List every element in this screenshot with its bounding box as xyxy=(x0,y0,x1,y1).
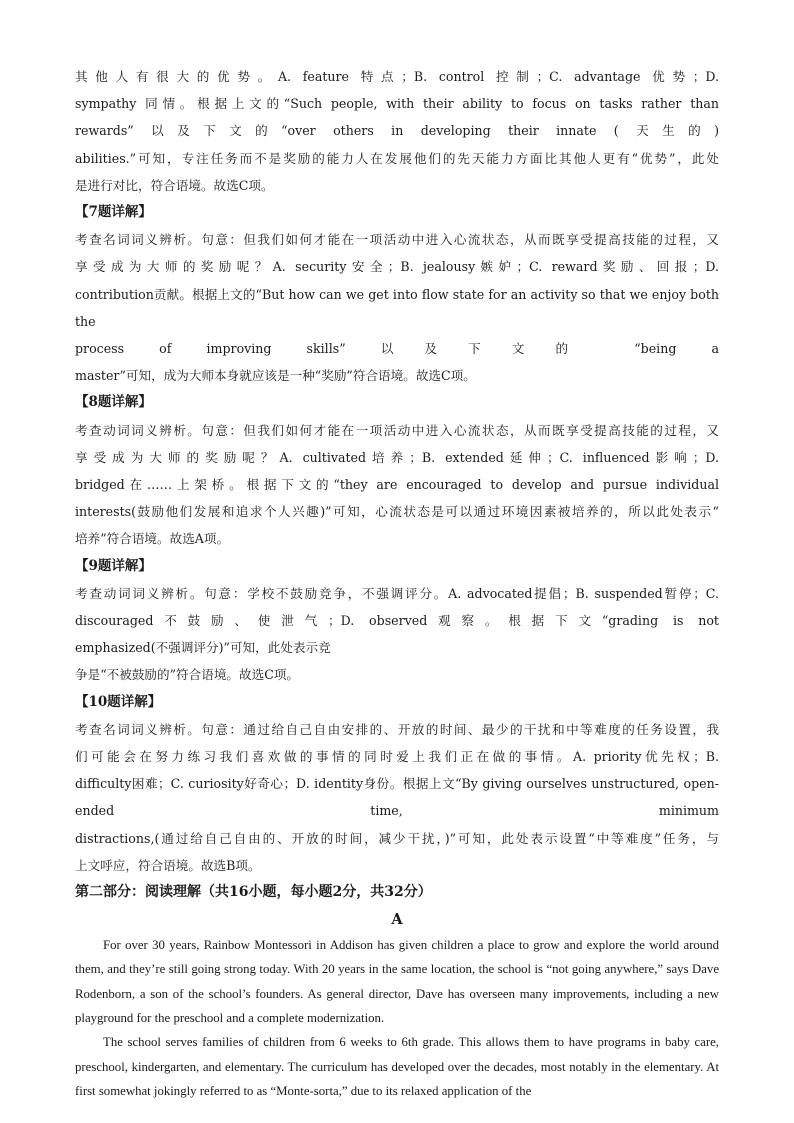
text-line: 享受成为大师的奖励呢？A. security安全；B. jealousy嫉妒；C. reward奖励、回报；D. xyxy=(75,259,719,275)
q6-explanation-tail xyxy=(75,63,719,199)
text-line: distractions,(通过给自己自由的、开放的时间，减少干扰，)”可知，此处表示设置“中等难度”任务，与 xyxy=(75,830,719,846)
text-line: 考查名词词义辨析。句意：通过给自己自由安排的、开放的时间、最少的干扰和中等难度的任务设置，我 xyxy=(75,721,719,737)
text-line: master”可知，成为大师本身就应该是一种“奖励”符合语境。故选C项。 xyxy=(75,368,476,384)
passage-paragraph: For over 30 years, Rainbow Montessori in Addison has given children a place to grow and explore the world around them, and they’re still going strong today. With 20 years in the same location, the school is “not going anywhere,” says Dave Rodenborn, a son of the school’s founders. As general director, Dave has overseen many improvements, including a new playground for the preschool and a complete modernization. xyxy=(75,938,719,1025)
passage-letter: A xyxy=(391,911,403,929)
text-line: difficulty困难；C. curiosity好奇心；D. identity身份。根据上文“By giving ourselves unstructured, open- xyxy=(75,776,719,792)
text-line: discouraged不鼓励、使泄气；D. observed观察。根据下文“grading is not xyxy=(75,613,719,629)
text-line: contribution贡献。根据上文的“But how can we get into flow state for an activity so that we enjoy both the xyxy=(75,286,719,329)
text-line: 其他人有很大的优势。A. feature 特点；B. control 控制；C. advantage 优势；D. xyxy=(75,69,719,84)
text-line: emphasized(不强调评分)”可知，此处表示竞 xyxy=(75,640,331,656)
text-line: bridged在……上架桥。根据下文的“they are encouraged to develop and pursue individual xyxy=(75,477,719,493)
text-line: sympathy 同情。根据上文的“Such people, with their ability to focus on tasks rather than xyxy=(75,96,719,112)
text-line: 享受成为大师的奖励呢？A. cultivated培养；B. extended延伸；C. influenced影响；D. xyxy=(75,449,719,465)
text-line: 们可能会在努力练习我们喜欢做的事情的同时爱上我们正在做的事情。A. priority优先权；B. xyxy=(75,749,719,765)
text-line: 是进行对比，符合语境。故选C项。 xyxy=(75,177,274,193)
text-line: 考查动词词义辨析。句意：学校不鼓励竞争，不强调评分。A. advocated提倡；B. suspended暂停；C. xyxy=(75,585,719,601)
text-line: 上文呼应，符合语境。故选B项。 xyxy=(75,857,261,873)
text-line: 考查动词词义辨析。句意：但我们如何才能在一项活动中进入心流状态，从而既享受提高技能的过程，又 xyxy=(75,422,719,438)
section-heading: 【7题详解】 xyxy=(75,204,152,221)
text-line: interests(鼓励他们发展和追求个人兴趣)”可知，心流状态是可以通过环境因素被培养的，所以此处表示“ xyxy=(75,504,719,520)
text-line: abilities.”可知，专注任务而不是奖励的能力人在发展他们的先天能力方面比其他人更有“优势”，此处 xyxy=(75,150,719,166)
section-heading: 【10题详解】 xyxy=(75,693,162,710)
section-heading: 【8题详解】 xyxy=(75,394,152,411)
passage-paragraph: The school serves families of children from 6 weeks to 6th grade. This allows them to have programs in baby care, preschool, kindergarten, and elementary. The curriculum has developed over the decades, most notably in the elementary. At first somewhat jokingly referred to as “Monte-sorta,” due to its relaxed application of the xyxy=(75,1035,719,1098)
text-line: 培养”符合语境。故选A项。 xyxy=(75,531,230,547)
text-line: 考查名词词义辨析。句意：但我们如何才能在一项活动中进入心流状态，从而既享受提高技能的过程，又 xyxy=(75,232,719,248)
q10-explanation xyxy=(75,689,719,879)
section-heading: 【9题详解】 xyxy=(75,557,152,574)
q7-explanation xyxy=(75,199,719,389)
text-line: process of improving skills” 以及下文的 “being a xyxy=(75,341,719,357)
reading-passage xyxy=(75,933,719,1103)
part-title: 第二部分：阅读理解（共16小题，每小题2分，共32分） xyxy=(75,884,432,901)
document-content xyxy=(75,63,719,1103)
q9-explanation xyxy=(75,553,719,689)
text-line: rewards” 以及下文的“over others in developing their innate ( 天生的) xyxy=(75,123,719,139)
text-line: ended time, minimum xyxy=(75,803,719,819)
text-line: 争是“不被鼓励的”符合语境。故选C项。 xyxy=(75,667,300,683)
q8-explanation xyxy=(75,389,719,552)
